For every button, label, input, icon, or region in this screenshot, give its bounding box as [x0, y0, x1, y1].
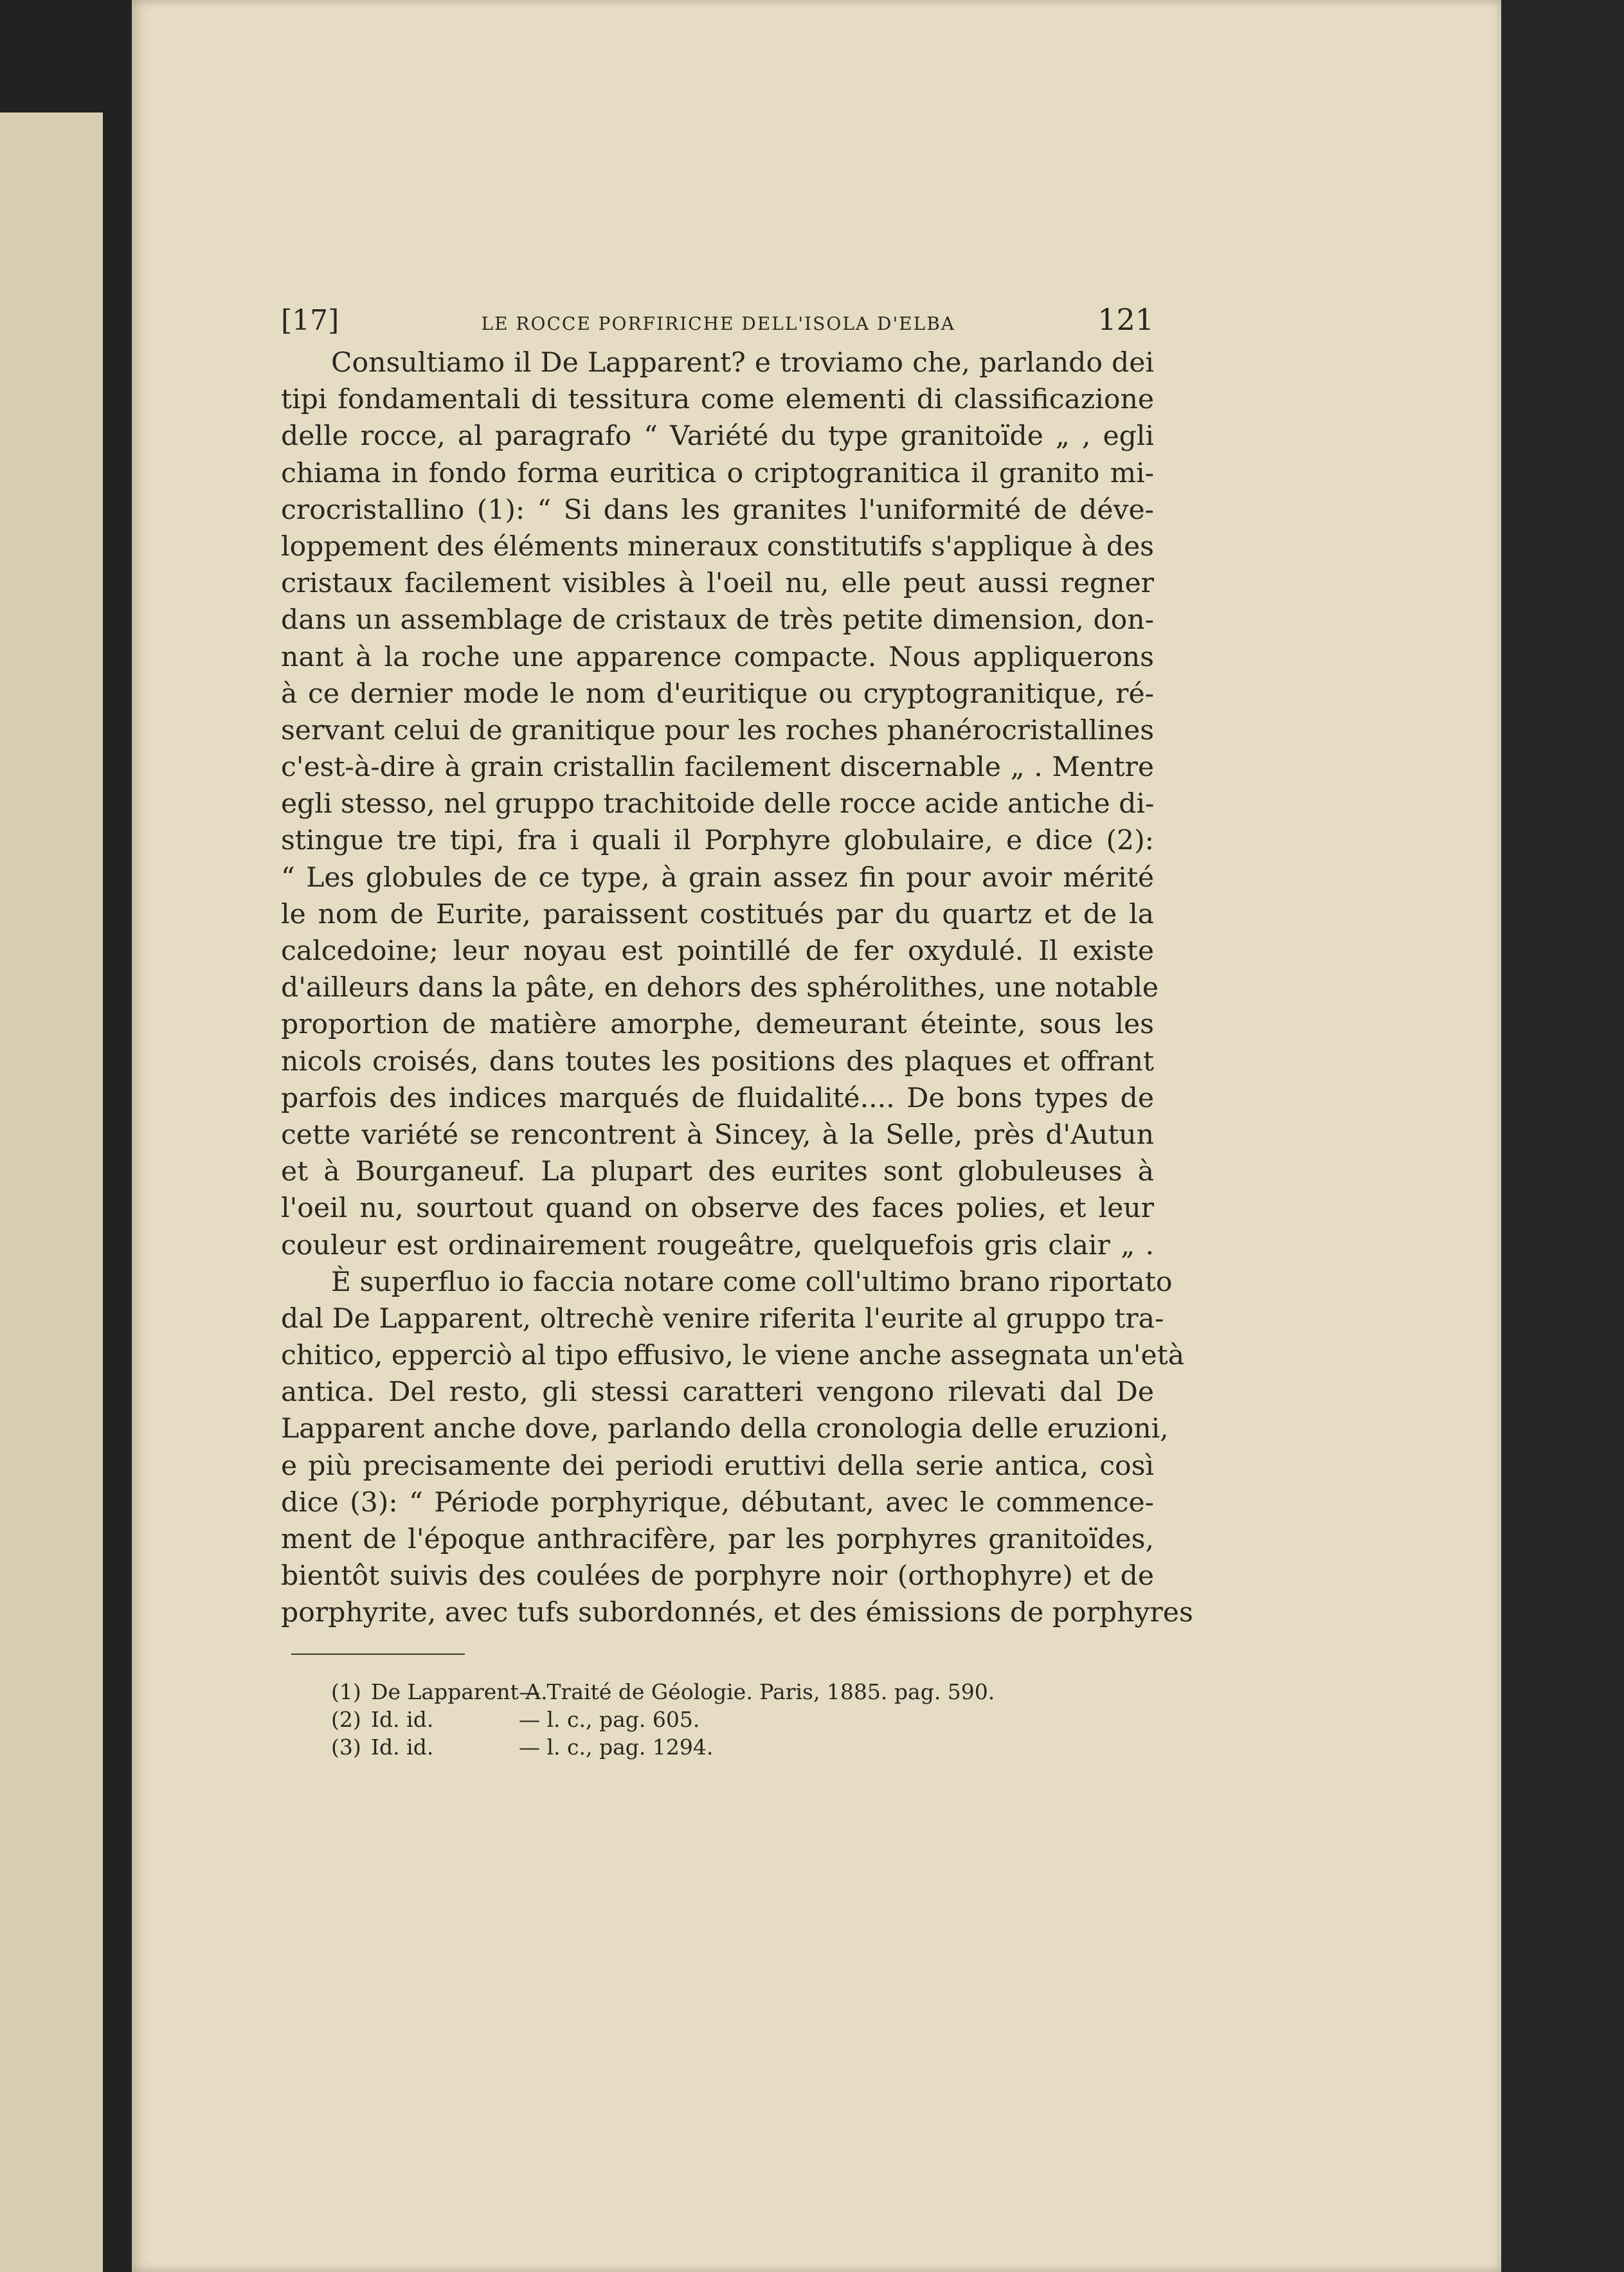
- text-line: cristaux facilement visibles à l'oeil nu, elle peut aussi regner: [281, 568, 1154, 600]
- text-line: d'ailleurs dans la pâte, en dehors des sphérolithes, une notable: [281, 972, 1159, 1004]
- footnote-author: Id. id.: [371, 1706, 434, 1732]
- footnote: [331, 1706, 1154, 1733]
- page-content: [281, 302, 1193, 1761]
- text-line: Consultiamo il De Lapparent? e troviamo che, parlando dei: [331, 347, 1154, 379]
- text-line: dal De Lapparent, oltrechè venire riferita l'eurite al gruppo tra-: [281, 1303, 1164, 1335]
- text-line: porphyrite, avec tufs subordonnés, et des émissions de porphyres: [281, 1597, 1193, 1629]
- text-line: proportion de matière amorphe, demeurant éteinte, sous les: [281, 1009, 1154, 1041]
- scanner-backdrop-right: [1501, 0, 1624, 2272]
- text-line: “ Les globules de ce type, à grain assez fin pour avoir mérité: [281, 861, 1154, 894]
- footnotes: [281, 1678, 1154, 1761]
- text-line: antica. Del resto, gli stessi caratteri vengono rilevati dal De: [281, 1376, 1154, 1409]
- text-line: ment de l'époque anthracifère, par les porphyres granitoïdes,: [281, 1524, 1154, 1555]
- body-text: [281, 345, 1193, 1632]
- footnote: [331, 1733, 1154, 1761]
- text-line: tipi fondamentali di tessitura come elementi di classificazione: [281, 384, 1154, 416]
- text-line: bientôt suivis des coulées de porphyre noir (orthophyre) et de: [281, 1560, 1154, 1592]
- footnote-reference: — l. c., pag. 1294.: [519, 1734, 714, 1760]
- facing-page-edge: [0, 113, 103, 2272]
- text-line: egli stesso, nel gruppo trachitoide delle rocce acide antiche di-: [281, 788, 1155, 820]
- text-line: parfois des indices marqués de fluidalité.... De bons types de: [281, 1082, 1154, 1114]
- footnote: [331, 1678, 1154, 1706]
- text-line: delle rocce, al paragrafo “ Variété du type granitoïde „ , egli: [281, 420, 1154, 453]
- text-line: stingue tre tipi, fra i quali il Porphyre globulaire, e dice (2):: [281, 825, 1154, 857]
- text-line: Lapparent anche dove, parlando della cronologia delle eruzioni,: [281, 1413, 1169, 1445]
- text-line: loppement des éléments mineraux constitutifs s'applique à des: [281, 530, 1154, 563]
- text-line: dice (3): “ Période porphyrique, débutant, avec le commence-: [281, 1486, 1154, 1519]
- text-line: servant celui de granitique pour les roches phanérocristallines: [281, 714, 1154, 746]
- page-number: 121: [1097, 302, 1154, 337]
- text-line: nant à la roche une apparence compacte. Nous appliquerons: [281, 641, 1154, 673]
- text-line: à ce dernier mode le nom d'euritique ou cryptogranitique, ré-: [281, 678, 1154, 710]
- footnote-rule: [291, 1654, 465, 1655]
- text-line: le nom de Eurite, paraissent costitués par du quartz et de la: [281, 898, 1154, 930]
- running-title: LE ROCCE PORFIRICHE DELL'ISOLA D'ELBA: [481, 313, 956, 334]
- text-line: chiama in fondo forma euritica o criptogranitica il granito mi-: [281, 457, 1154, 489]
- text-line: dans un assemblage de cristaux de très petite dimension, don-: [281, 604, 1154, 636]
- running-header: [281, 302, 1154, 341]
- text-line: crocristallino (1): “ Si dans les granites l'uniformité de déve-: [281, 494, 1154, 526]
- footnote-reference: — l. c., pag. 605.: [519, 1706, 700, 1732]
- footnote-mark: (2): [331, 1706, 361, 1732]
- footnote-mark: (1): [331, 1679, 361, 1704]
- page-reference: [17]: [281, 304, 339, 337]
- text-line: calcedoine; leur noyau est pointillé de fer oxydulé. Il existe: [281, 935, 1154, 967]
- footnote-mark: (3): [331, 1734, 361, 1760]
- text-line: l'oeil nu, sourtout quand on observe des faces polies, et leur: [281, 1193, 1154, 1225]
- footnote-author: De Lapparent A.: [371, 1679, 548, 1704]
- footnote-reference: — Traité de Géologie. Paris, 1885. pag. 590.: [519, 1679, 995, 1704]
- text-line: c'est-à-dire à grain cristallin facilement discernable „ . Mentre: [281, 752, 1154, 784]
- text-line: e più precisamente dei periodi eruttivi della serie antica, così: [281, 1450, 1154, 1482]
- text-line: chitico, epperciò al tipo effusivo, le viene anche assegnata un'età: [281, 1340, 1185, 1372]
- text-line: È superfluo io faccia notare come coll'ultimo brano riportato: [331, 1266, 1173, 1298]
- text-line: couleur est ordinairement rougeâtre, quelquefois gris clair „ .: [281, 1229, 1154, 1261]
- text-line: cette variété se rencontrent à Sincey, à la Selle, près d'Autun: [281, 1119, 1154, 1151]
- text-line: et à Bourganeuf. La plupart des eurites sont globuleuses à: [281, 1156, 1154, 1188]
- text-line: nicols croisés, dans toutes les positions des plaques et offrant: [281, 1045, 1154, 1077]
- footnote-author: Id. id.: [371, 1734, 434, 1760]
